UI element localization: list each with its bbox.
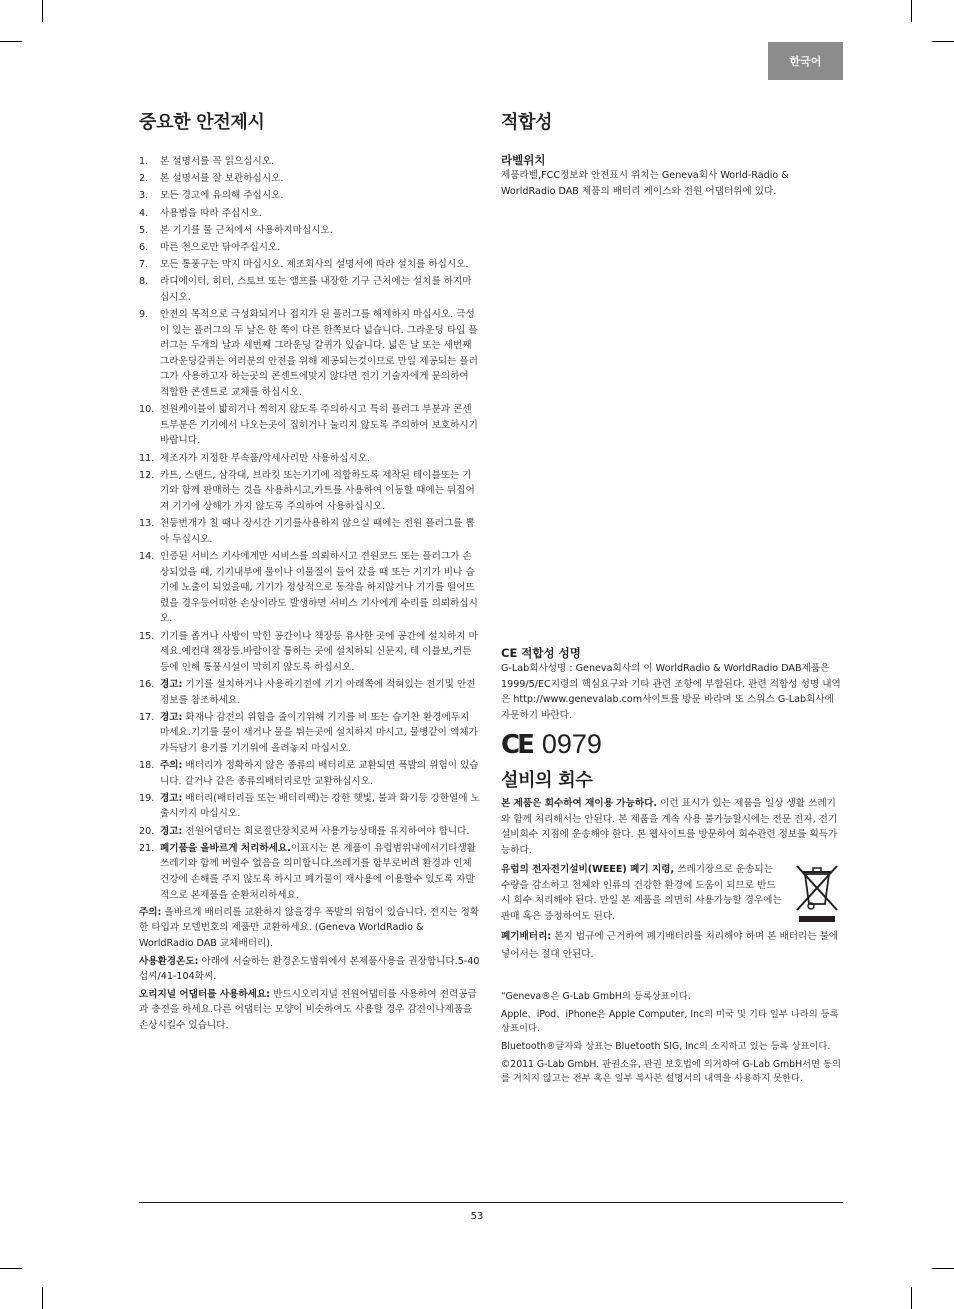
safety-item-number: 12. — [139, 469, 155, 481]
weee-bold: 유럽의 전자전기설비(WEEE) 폐기 지령, — [501, 864, 675, 875]
trademark-notes — [501, 990, 843, 1086]
trademark-line: ©2011 G-Lab GmbH. 판권소유, 판권 보호법에 의거하여 G-Lab GmbH서면 동의를 거치지 않고는 전부 혹은 일부 복사본 설명서의 내역을 사용하지 못한다. — [501, 1059, 841, 1084]
safety-notes — [139, 905, 480, 1034]
safety-item-text: 마른 천으로만 닦아주십시오. — [160, 241, 281, 253]
safety-item — [139, 824, 480, 840]
safety-item-number: 16. — [139, 678, 155, 690]
safety-item — [139, 516, 480, 547]
safety-item-text: 인증된 서비스 기사에게만 서비스를 의뢰하시고 전원코드 또는 플러그가 손상되었을 때, 기기내부에 물이나 이물질이 들어 갔을 때 또는 기기가 비나 습기에 노출이 되었을때, 기기가 정상적으로 동작을 하지않거나 기기를 떨어뜨렸을 경우등어떠한 손상이라도 발생하면 서비스 기사에게 수리를 의뢰하십시오. — [160, 550, 478, 625]
safety-item-text: 배터리가 정확하지 않은 종류의 배터리로 교환되면 폭발의 위험이 있습니다. 같거나 같은 종류의배터리로만 교환하십시오. — [160, 760, 479, 787]
safety-item — [139, 677, 480, 708]
safety-item — [139, 154, 480, 170]
safety-item-text: 기기를 설치하거나 사용하기전에 기기 아래쪽에 적혀있는 전기및 안전정보를 참조하세요. — [160, 678, 476, 706]
label-location-heading: 라벨위치 — [501, 153, 546, 167]
safety-item — [139, 223, 480, 239]
conformity-column — [501, 108, 843, 1090]
safety-item-number: 9. — [139, 309, 149, 321]
spacer — [501, 199, 843, 645]
safety-note-text: 아래에 서술하는 환경온도범위에서 본제품사용을 권장합니다.5-40섭씨/41-104화씨. — [139, 955, 480, 983]
safety-item — [139, 206, 480, 222]
ce-number: 0979 — [541, 729, 602, 759]
recycle-body: 이런 표시가 있는 제품을 일상 생활 쓰레기와 함께 처리해서는 안된다. 본 제품을 계속 사용 불가능할시에는 전문 전자, 전기설비회수 지점에 운송해야 한다. 본 웹사이트를 방문하여 회수관련 정보를 획득가능하다. — [501, 798, 838, 856]
safety-item — [139, 549, 480, 627]
safety-item-number: 20. — [139, 825, 155, 837]
safety-note-label: 사용환경온도: — [139, 955, 199, 967]
safety-note-label: 오리지널 어댑터를 사용하세요: — [139, 988, 270, 1000]
trademark-line: Apple、iPod、iPhone은 Apple Computer, Inc의 미국 및 기타 일부 나라의 등록 상표이다. — [501, 1009, 839, 1034]
crop-mark — [0, 41, 22, 42]
safety-item-number: 19. — [139, 792, 155, 804]
safety-item-text: 모든 경고에 유의해 주십시오. — [160, 190, 284, 202]
safety-item-number: 10. — [139, 404, 155, 416]
safety-item — [139, 188, 480, 204]
label-location-text: 제품라벨,FCC정보와 안전표시 위치는 Geneva회사 World-Radio & WorldRadio DAB 제품의 배터리 케이스와 전원 어댑터위에 있다. — [501, 170, 789, 197]
safety-item — [139, 710, 480, 757]
safety-item — [139, 841, 480, 903]
crop-mark — [911, 1287, 912, 1309]
battery-body: 본지 법규에 근거하여 폐기배터리를 처리해야 하며 본 배터리는 불에 넣어서는 절대 안된다. — [501, 931, 839, 960]
safety-item-text: 카트, 스탠드, 삼각대, 브라킷 또는기기에 적합하도록 제작된 테이블또는 기기와 함께 판매하는 것을 사용하시고,카트를 사용하여 이동할 때에는 뒤집어져 기기에 상해가 가지 않도록 주의하여 사용하십시오. — [160, 469, 475, 512]
safety-note-text: 올바르게 배터리를 교환하지 않을경우 폭발의 위험이 있습니다. 전지는 정확한 타입과 모델번호의 제품만 교환하세요. (Geneva WorldRadio & WorldRadio DAB 교체배터리). — [139, 906, 480, 949]
safety-item-text: 배터리(배터리들 또는 배터리팩)는 강한 햇빛, 불과 화기등 강한열에 노출시키지 마십시오. — [160, 792, 480, 820]
safety-item-number: 4. — [139, 207, 149, 219]
safety-column — [139, 108, 480, 1036]
safety-item — [139, 758, 480, 789]
safety-item-text: 이표시는 본 제품이 유럽범위내에서기타생활쓰레기와 함께 버릴수 없음을 의미합니다.쓰레기를 함부로버려 환경과 인체건강에 손해를 주지 않도록 하시고 폐기물이 재사용에 이용할수 있도록 자발적으로 본제품을 순환처리하세요. — [160, 842, 477, 901]
trademark-line: “Geneva®은 G-Lab GmbH의 등록상표이다. — [501, 991, 691, 1002]
crop-mark — [42, 1287, 43, 1309]
recycle-text — [501, 796, 843, 858]
safety-item-text: 화재나 감전의 위험을 줄이기위해 기기를 비 또는 습기찬 환경에두지 마세요.기기를 물이 새거나 물을 튀는곳에 설치하지 마시고, 물병같이 액체가 가득담기 용기를 기기위에 올려놓지 마십시오. — [160, 711, 478, 754]
safety-item — [139, 791, 480, 822]
ce-logo: CE — [501, 729, 532, 760]
safety-item-text: 사용법을 따라 주십시오. — [160, 207, 262, 219]
safety-item-number: 21. — [139, 842, 155, 854]
recycle-title: 설비의 회수 — [501, 770, 593, 791]
safety-item-text: 라디에이터, 히터, 스토브 또는 앰프를 내장한 기구 근처에는 설치를 하지마십시오. — [160, 276, 472, 303]
safety-item-number: 14. — [139, 550, 155, 562]
safety-note-label: 주의: — [139, 906, 162, 918]
safety-item — [139, 171, 480, 187]
safety-item-number: 18. — [139, 760, 155, 772]
crossed-bin-icon — [793, 862, 841, 924]
safety-note — [139, 905, 480, 952]
safety-item-number: 2. — [139, 173, 149, 185]
ce-text: G-Lab회사성명 : Geneva회사의 이 WorldRadio & WorldRadio DAB제품은 1999/5/EC지령의 핵심요구와 기타 관련 조항에 부합된다. 관련 적합성 성명 내역은 http://www.genevalab.com사이트를 방문 바라며 또 스위스 G-Lab회사에 자문하기 바란다. — [501, 663, 841, 721]
safety-title: 중요한 안전제시 — [139, 112, 265, 133]
safety-item — [139, 468, 480, 515]
ce-heading: CE 적합성 성명 — [501, 646, 581, 660]
safety-item — [139, 274, 480, 305]
safety-item-text: 본 설명서를 잘 보관하십시오. — [160, 173, 284, 185]
safety-item-text: 본 기기를 물 근처에서 사용하지마십시오. — [160, 224, 333, 236]
safety-item-number: 1. — [139, 156, 149, 167]
battery-text — [501, 928, 843, 964]
safety-item-text: 기기를 좁거나 사방이 막힌 공간이나 책장등 유사한 곳에 공간에 설치하지 마세요.예컨대 책장등.바람이잘 통하는 곳에 설치하되 신문지, 테 이블보,커튼 등에 인해 통풍시설이 막히지 않도록 하십시오. — [160, 630, 478, 673]
safety-item-label: 폐기품을 올바르게 처리하세요. — [160, 842, 291, 854]
language-tab: 한국어 — [768, 42, 843, 80]
page-number: 53 — [470, 1211, 484, 1222]
safety-item-number: 13. — [139, 518, 155, 530]
crop-mark — [932, 41, 954, 42]
safety-item-text: 본 설명서를 꼭 읽으십시오. — [160, 156, 275, 167]
safety-item-number: 11. — [139, 452, 155, 464]
safety-item-label: 경고: — [160, 792, 183, 804]
safety-item-text: 제조자가 지정한 부속품/악세사리만 사용하십시오. — [160, 452, 371, 464]
safety-note — [139, 954, 480, 985]
safety-item — [139, 451, 480, 467]
safety-item — [139, 402, 480, 449]
crop-mark — [911, 0, 912, 22]
safety-item-text: 전원어댑터는 회로절단장치로써 사용가능상태를 유지하여야 합니다. — [182, 825, 470, 837]
safety-item-text: 전원케이블이 밟히거나 찍히지 않도록 주의하시고 특히 플러그 부분과 콘센트부분은 기기에서 나오는곳이 집히거나 눌리지 않도록 주의하여 보호하시기 바랍니다. — [160, 404, 478, 447]
safety-list — [139, 154, 480, 903]
safety-item-label: 경고: — [160, 825, 183, 837]
safety-item-label: 경고: — [160, 711, 183, 723]
weee-section — [501, 862, 843, 924]
safety-item-text: 안전의 목적으로 극성화되거나 접지가 된 플러그를 해제하지 마십시오. 극성이 있는 플러그의 두 날은 한 쪽이 다른 한쪽보다 넓습니다. 그라운딩 타입 플러그는 두개의 날과 세번째 그라운딩 갈퀴가 있습니다. 넓은 날 또는 세번째 그라운딩갈퀴는 여러분의 안전을 위해 제공되는것이므로 만일 제공되는 플러그가 사용하고자 하는곳의 콘센트에맞지 않다면 전기 기술자에게 문의하여 적합한 콘센트로 교체를 하십시오. — [160, 309, 478, 399]
safety-item-label: 경고: — [160, 678, 183, 690]
safety-item — [139, 257, 480, 273]
conformity-title: 적합성 — [501, 112, 553, 133]
recycle-bold: 본 제품은 회수하여 재이용 가능하다. — [501, 798, 658, 809]
crop-mark — [932, 1268, 954, 1269]
safety-item-number: 3. — [139, 190, 149, 202]
safety-item-number: 17. — [139, 711, 155, 723]
safety-item — [139, 307, 480, 401]
weee-text — [501, 862, 783, 924]
battery-bold: 폐기배터리: — [501, 931, 552, 942]
ce-mark — [501, 729, 843, 760]
safety-item — [139, 629, 480, 676]
footer-rule — [139, 1202, 843, 1203]
safety-note — [139, 987, 480, 1034]
safety-item — [139, 240, 480, 256]
weee-body: 쓰레기장으로 운송되는 수량을 감소하고 천체와 인류의 건강한 환경에 도움이 되므로 반드시 회수 처리해야 된다. 만일 본 제품을 의면히 사용가능할 경우에는 판매 혹은 증정하여도 된다. — [501, 864, 782, 922]
safety-item-number: 15. — [139, 630, 155, 642]
crop-mark — [0, 1268, 22, 1269]
safety-item-number: 6. — [139, 241, 149, 253]
safety-note-text: 반드시오리지널 전원어댑터를 사용하여 전력공급과 충전을 하세요.다른 어댑터는 모양이 비슷하여도 사용할 경우 감전이나제품을 손상시킬수 있습니다. — [139, 988, 477, 1031]
safety-item-number: 5. — [139, 224, 149, 236]
trademark-line: Bluetooth®글자와 상표는 Bluetooth SIG, Inc의 소지하고 있는 등록 상표이다. — [501, 1041, 831, 1052]
safety-item-label: 주의: — [160, 760, 183, 772]
safety-item-number: 7. — [139, 259, 149, 271]
crop-mark — [42, 0, 43, 22]
safety-item-text: 천둥번개가 칠 때나 장시간 기기를사용하지 않으실 때에는 전원 플러그를 뽑아 두십시오. — [160, 518, 475, 545]
safety-item-text: 모든 통풍구는 막지 마십시오. 제조회사의 설명서에 따라 설치를 하십시오. — [160, 259, 469, 271]
safety-item-number: 8. — [139, 276, 149, 288]
